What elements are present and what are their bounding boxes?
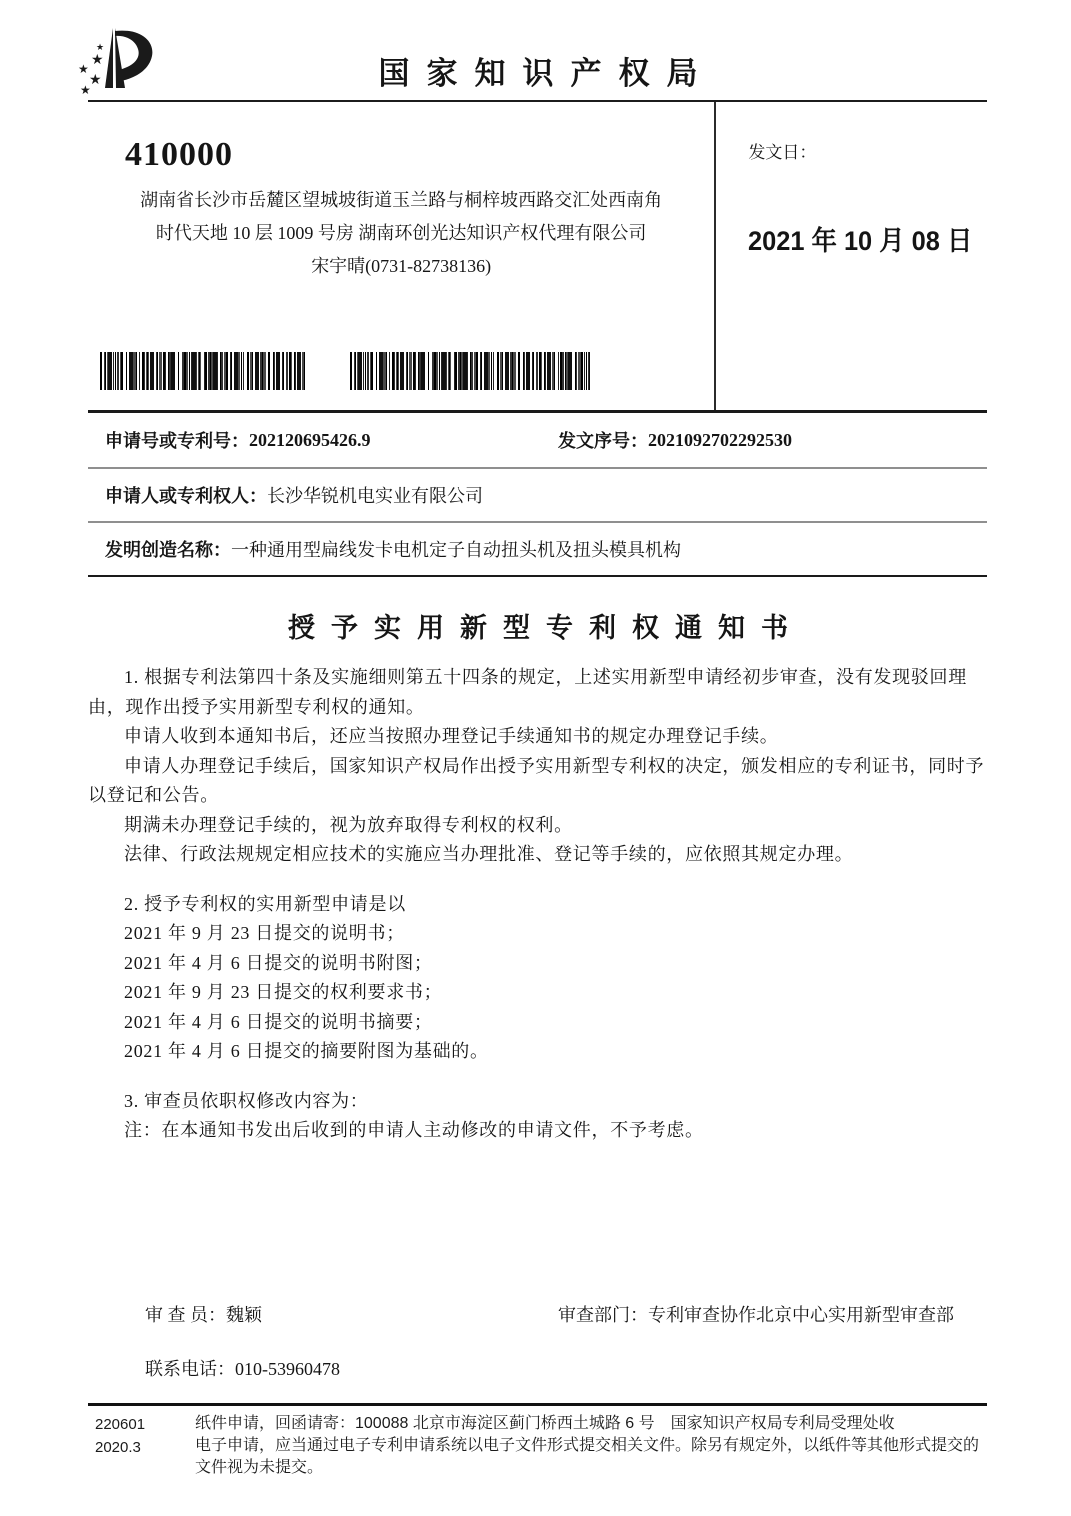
agency-title: 国家知识产权局: [378, 56, 715, 91]
footer-line: 纸件申请，回函请寄：100088 北京市海淀区蓟门桥西土城路 6 号 国家知识产权局专利局受理处收: [195, 1415, 895, 1432]
department-name: 专利审查协作北京中心实用新型审查部: [648, 1305, 954, 1325]
star-icon: ★: [89, 73, 102, 88]
basis-item: 2021 年 4 月 6 日提交的说明书附图；: [124, 952, 433, 973]
application-number-label: 申请号或专利号：: [105, 431, 249, 451]
dispatch-date-value: 2021 年 10 月 08 日: [748, 226, 973, 256]
address-line: 宋宇晴(0731-82738136): [311, 256, 492, 276]
footer-form-codes: [88, 1413, 195, 1479]
application-number-value: 202120695426.9: [249, 429, 371, 450]
field-row-applicant: [88, 467, 987, 521]
footer-instructions: [195, 1413, 987, 1479]
phone-number: 010-53960478: [235, 1359, 340, 1379]
body-paragraph: 1. 根据专利法第四十条及实施细则第五十四条的规定，上述实用新型申请经初步审查，没有发现驳回理由，现作出授予实用新型专利权的通知。: [88, 667, 967, 717]
footer-line: 电子申请，应当通过电子专利申请系统以电子文件形式提交相关文件。除另有规定外，以纸件等其他形式提交的文件视为未提交。: [195, 1437, 980, 1476]
recipient-block: [88, 102, 714, 410]
paragraph-gap: [88, 870, 988, 890]
body-paragraph: 申请人收到本通知书后，还应当按照办理登记手续通知书的规定办理登记手续。: [124, 726, 779, 746]
department-field: [558, 1301, 954, 1327]
examiner-field: [145, 1301, 262, 1327]
basis-item: 2021 年 4 月 6 日提交的摘要附图为基础的。: [124, 1041, 489, 1061]
star-icon: ★: [80, 83, 91, 97]
field-row-application-number: [88, 413, 987, 467]
basis-item: 2021 年 9 月 23 日提交的说明书；: [124, 923, 405, 943]
form-code: 220601: [95, 1416, 146, 1433]
basis-item: 2021 年 4 月 6 日提交的说明书摘要；: [124, 1011, 433, 1032]
dispatch-serial-label: 发文序号：: [558, 431, 648, 451]
notice-body: [88, 663, 988, 1146]
department-label: 审查部门：: [558, 1305, 648, 1325]
recipient-address: [88, 184, 714, 283]
examiner-label: 审 查 员：: [145, 1305, 226, 1325]
applicant-label: 申请人或专利权人：: [105, 486, 267, 506]
document-fields: [88, 410, 987, 577]
barcode-left: [100, 352, 308, 390]
address-line: 时代天地 10 层 1009 号房 湖南环创光达知识产权代理有限公司: [155, 223, 647, 243]
star-icon: ★: [91, 53, 104, 68]
examiner-row: [88, 1301, 988, 1331]
applicant-value: 长沙华锐机电实业有限公司: [267, 486, 483, 506]
body-paragraph: 申请人办理登记手续后，国家知识产权局作出授予实用新型专利权的决定，颁发相应的专利证书，同时予以登记和公告。: [88, 755, 985, 805]
address-line: 湖南省长沙市岳麓区望城坡街道玉兰路与桐梓坡西路交汇处西南角: [140, 190, 663, 210]
footer: [88, 1403, 987, 1479]
star-icon: ★: [96, 42, 105, 52]
examiner-name: 魏颖: [226, 1305, 262, 1325]
dispatch-serial-field: [558, 427, 792, 453]
dispatch-serial-value: 2021092702292530: [648, 429, 792, 450]
dispatch-date-box: [714, 102, 987, 410]
signoff-block: [88, 1301, 988, 1379]
field-row-invention-title: [88, 521, 987, 575]
paragraph-gap: [88, 1067, 988, 1087]
invention-title-label: 发明创造名称：: [105, 540, 231, 560]
postal-code: 410000: [125, 136, 233, 173]
star-icon: ★: [78, 62, 89, 76]
invention-title-value: 一种通用型扁线发卡电机定子自动扭头机及扭头模具机构: [231, 540, 681, 560]
form-version: 2020.3: [95, 1439, 141, 1456]
footer-inner: [88, 1406, 987, 1479]
phone-field: [145, 1355, 340, 1381]
body-paragraph: 法律、行政法规规定相应技术的实施应当办理批准、登记等手续的，应依照其规定办理。: [124, 844, 854, 864]
header-block: [88, 102, 987, 410]
notice-title: 授予实用新型专利权通知书: [288, 613, 804, 643]
section3-note: 注：在本通知书发出后收到的申请人主动修改的申请文件，不予考虑。: [124, 1120, 704, 1140]
section2-heading: 2. 授予专利权的实用新型申请是以: [124, 893, 406, 914]
barcode-right: [350, 352, 590, 390]
body-paragraph: 期满未办理登记手续的，视为放弃取得专利权的权利。: [124, 814, 573, 835]
section3-heading: 3. 审查员依职权修改内容为：: [124, 1090, 369, 1111]
dispatch-date-label: 发文日：: [748, 143, 817, 162]
basis-item: 2021 年 9 月 23 日提交的权利要求书；: [124, 982, 443, 1002]
phone-label: 联系电话：: [145, 1359, 235, 1379]
